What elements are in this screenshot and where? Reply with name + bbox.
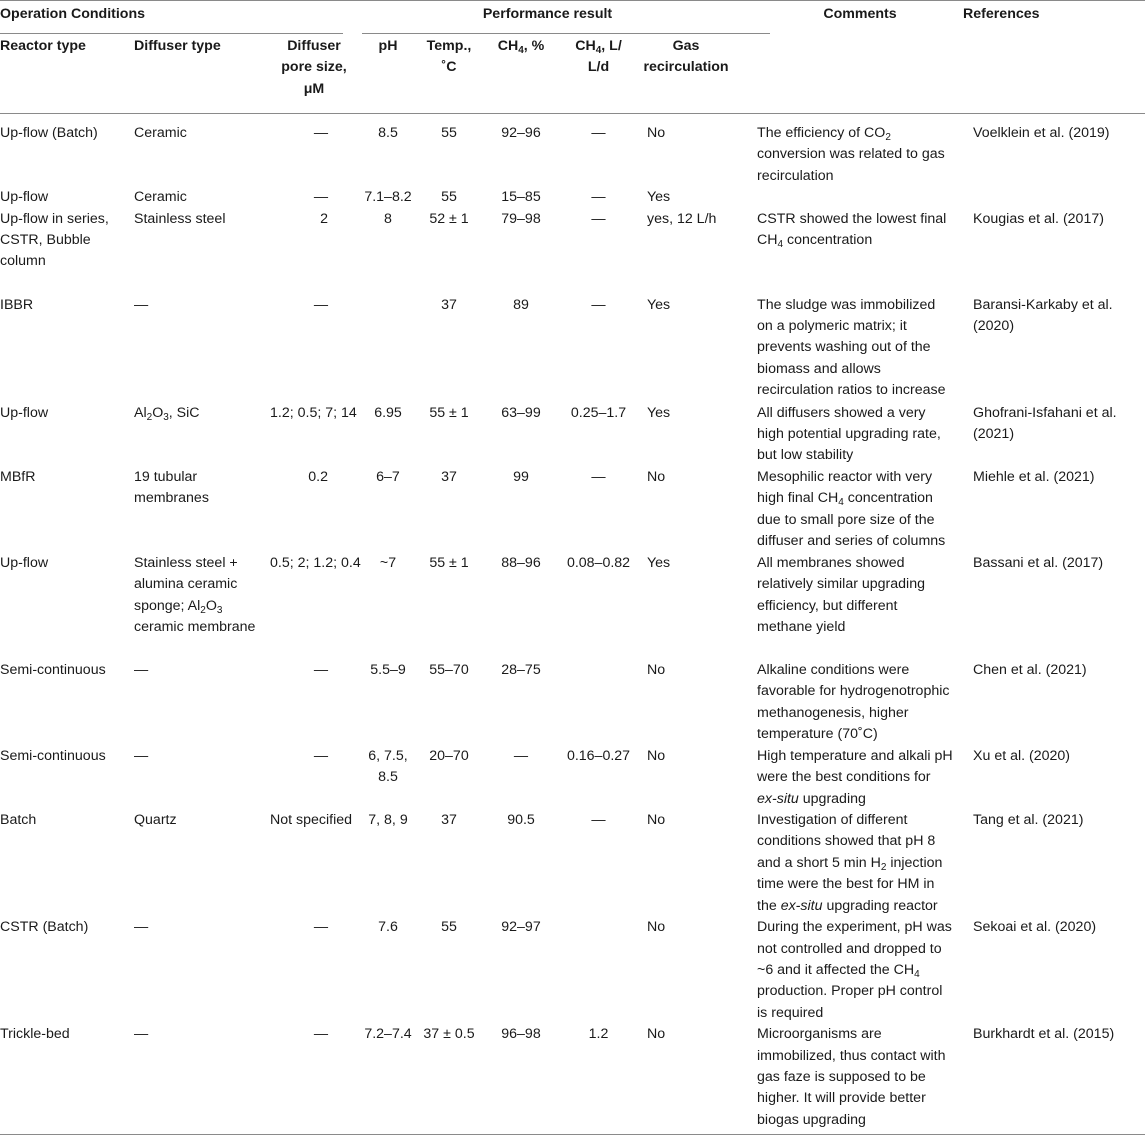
cell-ph: 7, 8, 9 — [368, 812, 408, 829]
cell-ph: 8 — [384, 210, 392, 227]
table-row — [0, 917, 1145, 1024]
cell-ch4: 28–75 — [501, 661, 541, 678]
group-header-row — [0, 0, 1145, 30]
cell-reference: Burkhardt et al. (2015) — [973, 1026, 1115, 1043]
cell-pore: — — [313, 125, 328, 141]
cell-ph: 7.2–7.4 — [364, 1026, 412, 1043]
operation-group-rule — [0, 33, 343, 34]
cell-reactor: Batch — [0, 812, 37, 829]
cell-diffuser: — — [134, 919, 149, 936]
cell-gas: No — [647, 661, 666, 678]
bottom-rule — [0, 1134, 1145, 1135]
cell-pore: 2 — [320, 210, 328, 227]
cell-temp: 37 ± 0.5 — [423, 1026, 475, 1043]
cell-reactor: Up-flow — [0, 189, 49, 206]
cell-gas: No — [647, 747, 666, 764]
cell-spacer — [733, 917, 757, 1024]
cell-rate — [558, 917, 639, 1024]
cell-rate: — — [591, 296, 606, 313]
cell-gas: No — [647, 125, 666, 141]
performance-group-rule — [362, 33, 770, 34]
cell-ph: 7.6 — [378, 919, 398, 936]
cell-spacer — [733, 660, 757, 746]
cell-gas: No — [647, 1026, 666, 1043]
cell-reference: Ghofrani-Isfahani et al. (2021) — [973, 404, 1117, 443]
cell-spacer — [733, 403, 757, 467]
cell-gas: No — [647, 468, 666, 485]
cell-ph: 5.5–9 — [370, 661, 406, 678]
cell-spacer — [733, 295, 757, 403]
cell-comment: All diffusers showed a very high potential upgrading rate, but low stability — [757, 404, 941, 464]
cell-ch4: 63–99 — [501, 404, 541, 421]
cell-ch4: 99 — [513, 468, 529, 485]
cell-comment: High temperature and alkali pH were the best conditions for ex-situ upgrading — [757, 747, 953, 807]
table-row — [0, 810, 1145, 917]
group-performance: Performance result — [482, 6, 613, 23]
cell-ph: 6, 7.5, 8.5 — [368, 747, 408, 786]
cell-reference: Bassani et al. (2017) — [973, 554, 1104, 571]
cell-comment — [757, 187, 963, 208]
cell-ph: 6.95 — [374, 404, 402, 421]
table-row — [0, 187, 1145, 208]
cell-pore: — — [313, 1026, 328, 1043]
cell-comment: During the experiment, pH was not controlled and dropped to ~6 and it affected the $CH_4$ production. Proper pH control is required — [757, 919, 952, 1021]
table-row — [0, 295, 1145, 403]
col-reactor-type: Reactor type — [0, 38, 86, 54]
cell-gas: Yes — [647, 189, 671, 206]
cell-diffuser: Stainless steel + alumina ceramic sponge; $Al_2O_3$ ceramic membrane — [134, 554, 256, 636]
cell-temp: 37 — [441, 468, 457, 485]
cell-reactor: Semi-continuous — [0, 747, 106, 764]
cell-gas: No — [647, 919, 666, 936]
col-ch4-percent: $CH_4$, % — [497, 38, 545, 56]
cell-pore: — — [313, 661, 328, 678]
cell-diffuser: Stainless steel — [134, 210, 226, 227]
header-rule — [0, 113, 1145, 114]
cell-comment: Investigation of different conditions showed that pH 8 and a short 5 $\min H_2$ injection time were the best for HM in the ex-situ upgrading reactor — [757, 812, 943, 914]
cell-reactor: CSTR (Batch) — [0, 919, 89, 936]
cell-reference: Voelklein et al. (2019) — [973, 125, 1110, 141]
cell-comment: The efficiency of $CO_2$ conversion was related to gas recirculation — [757, 125, 945, 184]
cell-diffuser: Quartz — [134, 812, 177, 829]
cell-ch4: 96–98 — [501, 1026, 541, 1043]
cell-rate — [558, 660, 639, 746]
cell-pore: — — [313, 189, 328, 206]
cell-temp: 55 ± 1 — [429, 404, 469, 421]
cell-reactor: Up-flow — [0, 554, 49, 571]
group-operation: Operation Conditions — [0, 6, 146, 23]
cell-rate: — — [591, 125, 606, 141]
cell-ph: 6–7 — [376, 468, 400, 485]
cell-rate: 0.16–0.27 — [566, 747, 631, 764]
cell-spacer — [733, 810, 757, 917]
cell-temp: 37 — [441, 296, 457, 313]
column-header-row — [0, 30, 1145, 113]
table-row — [0, 403, 1145, 467]
cell-comment: Mesophilic reactor with very high final $CH_4$ concentration due to small pore size of the diffuser and series of columns — [757, 468, 946, 550]
cell-gas: Yes — [647, 554, 671, 571]
cell-reactor: MBfR — [0, 468, 36, 485]
table-row — [0, 746, 1145, 810]
table-row — [0, 209, 1145, 295]
cell-temp: 52 ± 1 — [429, 210, 469, 227]
cell-diffuser: — — [134, 661, 149, 678]
cell-pore: 1.2; 0.5; 7; 14 — [270, 404, 357, 421]
cell-temp: 55 — [441, 189, 457, 206]
cell-reference: Xu et al. (2020) — [973, 747, 1071, 764]
cell-spacer — [733, 209, 757, 295]
cell-pore: 0.2 — [308, 468, 328, 485]
cell-temp: 55–70 — [429, 661, 469, 678]
cell-reactor: Semi-continuous — [0, 661, 106, 678]
cell-diffuser: Ceramic — [134, 125, 187, 141]
cell-reference: Sekoai et al. (2020) — [973, 919, 1097, 936]
group-references: References — [963, 6, 1040, 23]
cell-reference: Tang et al. (2021) — [973, 812, 1084, 829]
cell-rate: 1.2 — [588, 1026, 609, 1043]
table-row — [0, 1024, 1145, 1132]
cell-rate: — — [591, 210, 606, 227]
table-row — [0, 467, 1145, 553]
cell-ch4: — — [513, 747, 529, 764]
cell-ch4: 79–98 — [501, 210, 541, 227]
cell-ch4: 88–96 — [501, 554, 541, 571]
col-gas-recirculation: Gas recirculation — [643, 38, 729, 76]
group-comments: Comments — [823, 6, 897, 23]
cell-reference: Baransi-Karkaby et al. (2020) — [973, 296, 1113, 335]
table-row — [0, 113, 1145, 187]
top-rule — [0, 0, 1145, 1]
cell-rate: — — [591, 812, 606, 829]
col-diffuser-type: Diffuser type — [134, 38, 221, 54]
cell-ch4: 90.5 — [507, 812, 535, 829]
cell-ph — [362, 295, 414, 403]
cell-reference: Miehle et al. (2021) — [973, 468, 1095, 485]
cell-gas: Yes — [647, 296, 671, 313]
cell-reference — [963, 187, 1145, 208]
cell-comment: Alkaline conditions were favorable for hydrogenotrophic methanogenesis, higher temperature (70˚C) — [757, 661, 950, 743]
cell-spacer — [733, 467, 757, 553]
cell-temp: 55 ± 1 — [429, 554, 469, 571]
cell-ch4: 92–97 — [501, 919, 541, 936]
cell-temp: 20–70 — [429, 747, 469, 764]
cell-ph: 8.5 — [378, 125, 398, 141]
table-row — [0, 553, 1145, 660]
cell-spacer — [733, 553, 757, 660]
cell-pore: Not specified — [270, 812, 353, 829]
cell-diffuser: — — [134, 296, 149, 313]
cell-reference: Chen et al. (2021) — [973, 661, 1087, 678]
cell-pore: — — [313, 919, 328, 936]
cell-ch4: 15–85 — [501, 189, 541, 206]
cell-gas: No — [647, 812, 666, 829]
cell-spacer — [733, 113, 757, 187]
cell-temp: 55 — [441, 125, 457, 141]
col-temp: Temp., ˚C — [426, 38, 472, 76]
col-ch4-rate: $CH_4$, L/ L/d — [575, 38, 622, 76]
cell-diffuser: — — [134, 747, 149, 764]
cell-reactor: Trickle-bed — [0, 1026, 70, 1043]
cell-rate: — — [591, 468, 606, 485]
col-ph: pH — [378, 38, 398, 54]
cell-temp: 55 — [441, 919, 457, 936]
cell-diffuser: 19 tubular membranes — [134, 468, 209, 507]
cell-comment: Microorganisms are immobilized, thus contact with gas faze is supposed to be higher. It will provide better biogas upgrading — [757, 1026, 946, 1128]
cell-diffuser: $Al_2O_3$, SiC — [134, 404, 200, 423]
cell-pore: — — [313, 747, 328, 764]
cell-comment: The sludge was immobilized on a polymeric matrix; it prevents washing out of the biomass and allows recirculation ratios to increase — [757, 296, 946, 399]
cell-reactor: Up-flow (Batch) — [0, 125, 98, 141]
cell-gas: yes, 12 L/h — [647, 210, 717, 227]
cell-ph: ~7 — [379, 554, 397, 571]
cell-reference: Kougias et al. (2017) — [973, 210, 1104, 227]
cell-spacer — [733, 187, 757, 208]
cell-gas: Yes — [647, 404, 671, 421]
cell-comment: CSTR showed the lowest final $CH_4$ concentration — [757, 210, 947, 251]
cell-spacer — [733, 1024, 757, 1132]
cell-ch4: 89 — [513, 296, 529, 313]
cell-reactor: Up-flow — [0, 404, 49, 421]
cell-pore: 0.5; 2; 1.2; 0.4 — [270, 554, 361, 571]
cell-comment: All membranes showed relatively similar upgrading efficiency, but different methane yield — [757, 554, 925, 636]
cell-temp: 37 — [441, 812, 457, 829]
col-pore-size: Diffuser pore size, μM — [281, 38, 347, 97]
table-row — [0, 660, 1145, 746]
cell-ph: 7.1–8.2 — [364, 189, 412, 206]
cell-rate: 0.25–1.7 — [570, 404, 627, 421]
cell-reactor: IBBR — [0, 296, 34, 313]
cell-diffuser: — — [134, 1026, 149, 1043]
cell-pore: — — [313, 296, 328, 313]
cell-rate: 0.08–0.82 — [566, 554, 631, 571]
cell-rate: — — [591, 189, 606, 206]
cell-ch4: 92–96 — [501, 125, 541, 141]
cell-diffuser: Ceramic — [134, 189, 187, 206]
cell-spacer — [733, 746, 757, 810]
cell-reactor: Up-flow in series, CSTR, Bubble column — [0, 210, 109, 270]
